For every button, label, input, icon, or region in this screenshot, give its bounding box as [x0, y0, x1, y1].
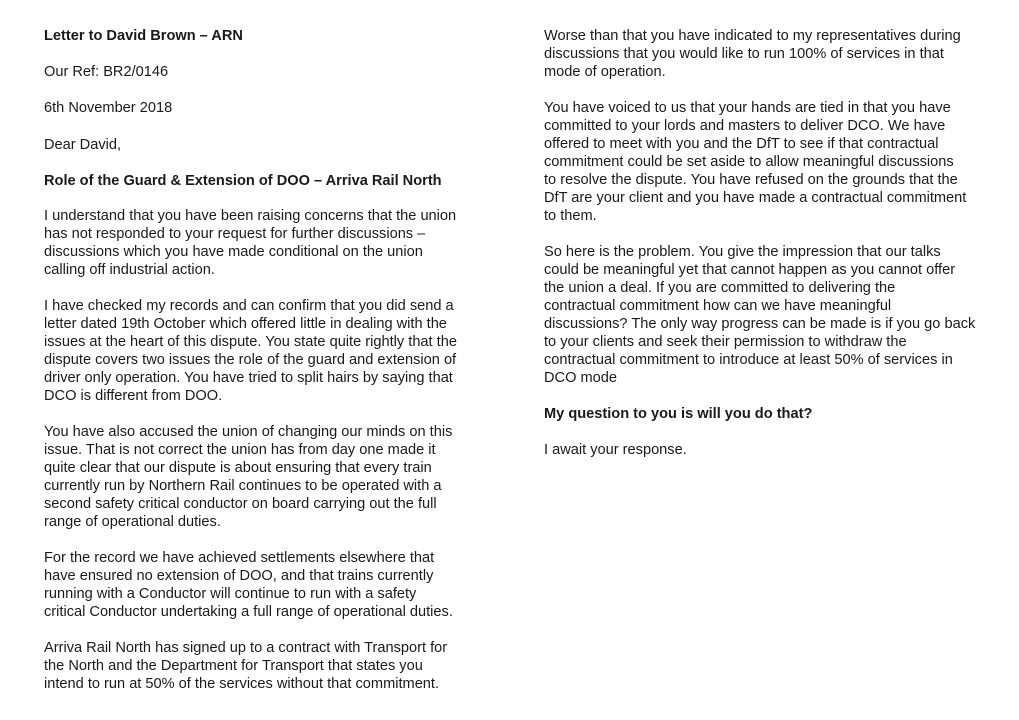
paragraph-line: currently run by Northern Rail continues to be operated with a [44, 478, 442, 494]
letter-title: Letter to David Brown – ARN [44, 28, 243, 44]
paragraph-line: commitment could be set aside to allow meaningful discussions [544, 154, 954, 170]
paragraph-line: DCO is different from DOO. [44, 388, 223, 404]
letter-date: 6th November 2018 [44, 100, 173, 116]
subject-heading: Role of the Guard & Extension of DOO – Arriva Rail North [44, 173, 442, 189]
paragraph-line: second safety critical conductor on board carrying out the full [44, 496, 437, 512]
paragraph-line: You have voiced to us that your hands are tied in that you have [544, 100, 951, 116]
paragraph-line: to resolve the dispute. You have refused on the grounds that the [544, 172, 958, 188]
paragraph-line: dispute covers two issues the role of the guard and extension of [44, 352, 457, 368]
paragraph-line: contractual commitment how can we have meaningful [544, 298, 892, 314]
reference-number: Our Ref: BR2/0146 [44, 64, 169, 80]
paragraph-line: For the record we have achieved settlements elsewhere that [44, 550, 435, 566]
paragraph-line: quite clear that our dispute is about ensuring that every train [44, 460, 432, 476]
paragraph-line: DfT are your client and you have made a contractual commitment [544, 190, 967, 206]
paragraph-line: the North and the Department for Transport that states you [44, 658, 423, 674]
paragraph-line: contractual commitment to introduce at least 50% of services in [544, 352, 953, 368]
paragraph-line: discussions? The only way progress can be made is if you go back [544, 316, 976, 332]
paragraph-line: have ensured no extension of DOO, and that trains currently [44, 568, 434, 584]
paragraph-line: Arriva Rail North has signed up to a contract with Transport for [44, 640, 448, 656]
paragraph-line: committed to your lords and masters to deliver DCO. We have [544, 118, 946, 134]
paragraph-line: issue. That is not correct the union has from day one made it [44, 442, 436, 458]
paragraph-line: to your clients and seek their permission to withdraw the [544, 334, 907, 350]
paragraph-line: to them. [544, 208, 597, 224]
paragraph-line: offered to meet with you and the DfT to see if that contractual [544, 136, 939, 152]
paragraph-line: running with a Conductor will continue to run with a safety [44, 586, 417, 602]
paragraph-line: could be meaningful yet that cannot happen as you cannot offer [544, 262, 956, 278]
paragraph-line: I have checked my records and can confirm that you did send a [44, 298, 454, 314]
paragraph-line: calling off industrial action. [44, 262, 215, 278]
paragraph-line: range of operational duties. [44, 514, 221, 530]
paragraph-line: So here is the problem. You give the impression that our talks [544, 244, 941, 260]
paragraph-line: discussions which you have made conditional on the union [44, 244, 423, 260]
paragraph-line: has not responded to your request for further discussions – [44, 226, 426, 242]
sign-off-line: I await your response. [544, 442, 687, 458]
paragraph-line: discussions that you would like to run 100% of services in that [544, 46, 944, 62]
paragraph-line: critical Conductor undertaking a full range of operational duties. [44, 604, 453, 620]
paragraph-line: issues at the heart of this dispute. You state quite rightly that the [44, 334, 457, 350]
paragraph-line: DCO mode [544, 370, 617, 386]
paragraph-line: I understand that you have been raising concerns that the union [44, 208, 457, 224]
salutation: Dear David, [44, 137, 122, 153]
paragraph-line: Worse than that you have indicated to my representatives during [544, 28, 961, 44]
closing-question: My question to you is will you do that? [544, 406, 813, 422]
paragraph-line: intend to run at 50% of the services without that commitment. [44, 676, 440, 692]
paragraph-line: You have also accused the union of changing our minds on this [44, 424, 453, 440]
paragraph-line: mode of operation. [544, 64, 666, 80]
paragraph-line: driver only operation. You have tried to split hairs by saying that [44, 370, 453, 386]
paragraph-line: letter dated 19th October which offered little in dealing with the [44, 316, 447, 332]
paragraph-line: the union a deal. If you are committed to delivering the [544, 280, 896, 296]
